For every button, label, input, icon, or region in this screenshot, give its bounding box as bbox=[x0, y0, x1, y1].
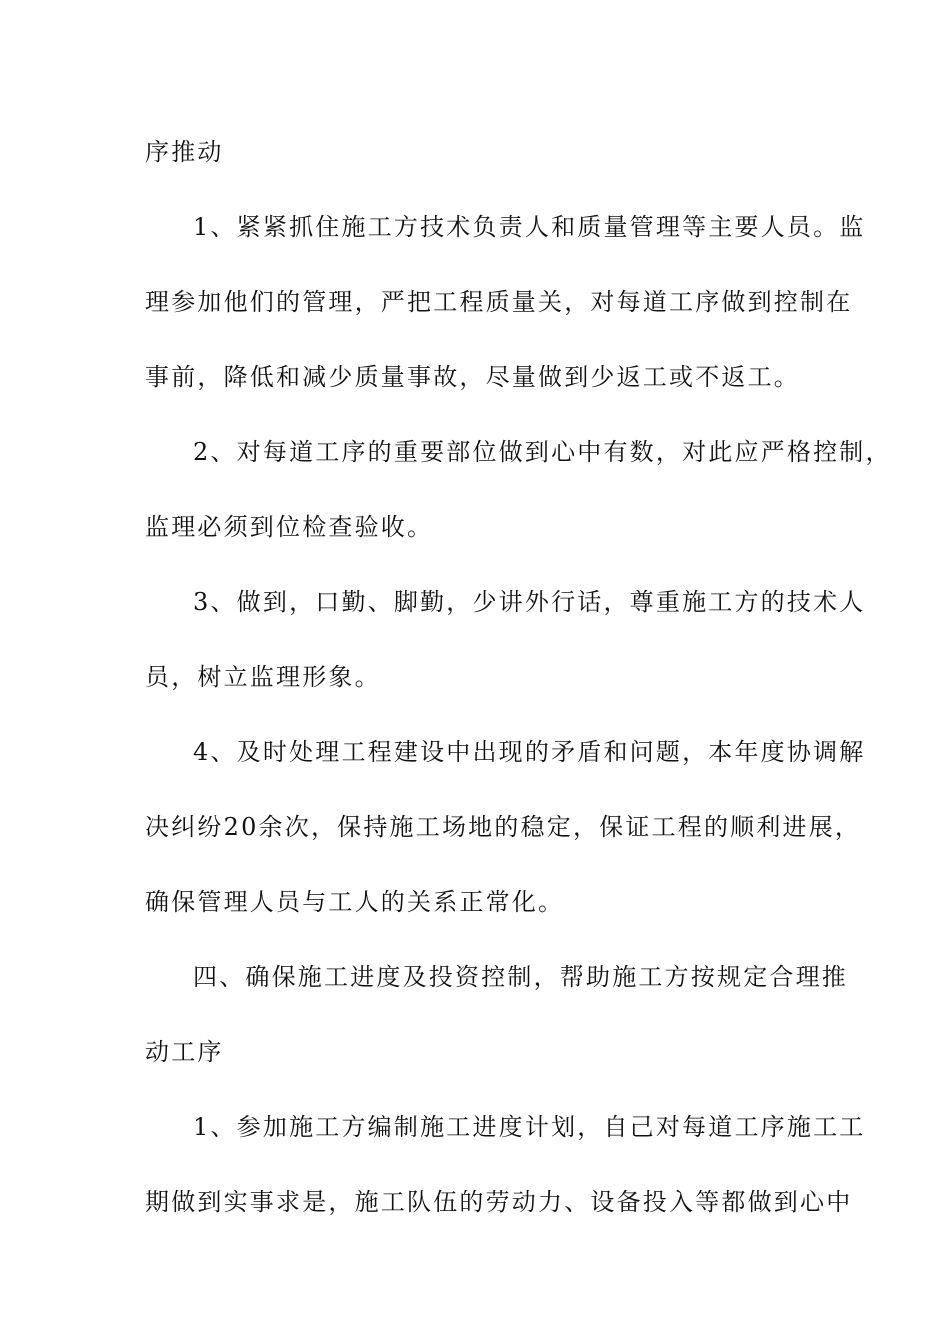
section-heading-4-line-1: 四、确保施工进度及投资控制，帮助施工方按规定合理推 bbox=[193, 963, 848, 991]
paragraph-section4-item-1-line-2: 期做到实事求是，施工队伍的劳动力、设备投入等都做到心中 bbox=[145, 1188, 853, 1216]
paragraph-item-1-line-2: 理参加他们的管理，严把工程质量关，对每道工序做到控制在 bbox=[145, 288, 853, 316]
paragraph-item-2-line-2: 监理必须到位检查验收。 bbox=[145, 513, 434, 541]
paragraph-item-1-line-3: 事前，降低和减少质量事故，尽量做到少返工或不返工。 bbox=[145, 363, 800, 391]
paragraph-item-3-line-1: 3、做到，口勤、脚勤，少讲外行话，尊重施工方的技术人 bbox=[193, 588, 866, 616]
paragraph-item-2-line-1: 2、对每道工序的重要部位做到心中有数，对此应严格控制， bbox=[193, 438, 892, 466]
paragraph-item-4-line-1: 4、及时处理工程建设中出现的矛盾和问题，本年度协调解 bbox=[193, 738, 866, 766]
section-heading-4-line-2: 动工序 bbox=[145, 1038, 224, 1066]
paragraph-item-3-line-2: 员，树立监理形象。 bbox=[145, 663, 381, 691]
paragraph-item-4-line-2: 决纠纷20余次，保持施工场地的稳定，保证工程的顺利进展， bbox=[145, 813, 862, 841]
paragraph-item-1-line-1: 1、紧紧抓住施工方技术负责人和质量管理等主要人员。监 bbox=[193, 213, 866, 241]
paragraph-section4-item-1-line-1: 1、参加施工方编制施工进度计划，自己对每道工序施工工 bbox=[193, 1113, 866, 1141]
paragraph-continuation-line: 序推动 bbox=[145, 138, 224, 166]
paragraph-item-4-line-3: 确保管理人员与工人的关系正常化。 bbox=[145, 888, 565, 916]
